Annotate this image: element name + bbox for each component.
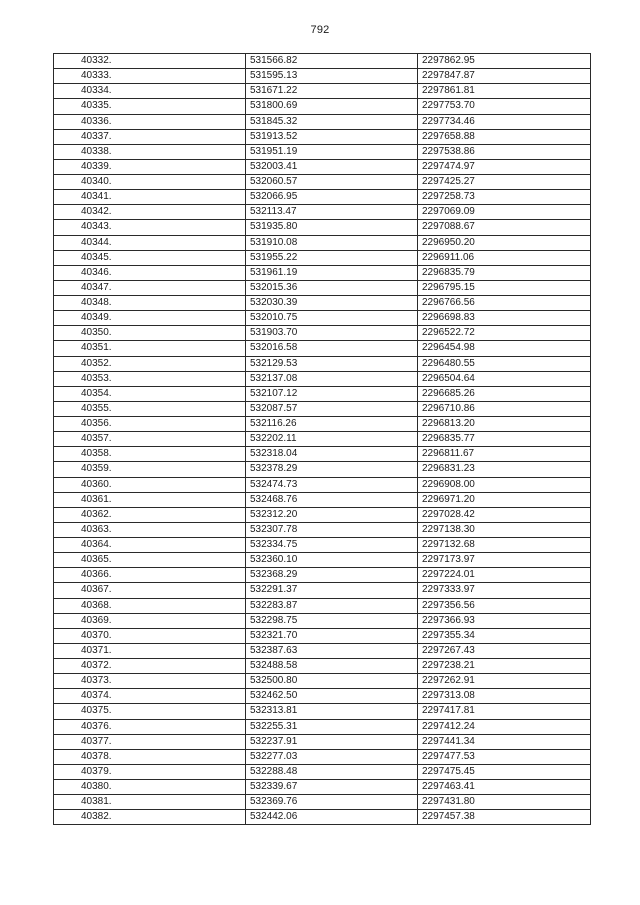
table-row bbox=[54, 704, 591, 719]
y-coordinate-cell: 2297355.34 bbox=[418, 628, 591, 643]
x-coordinate-cell: 532283.87 bbox=[246, 598, 418, 613]
table-row bbox=[54, 492, 591, 507]
point-number-cell: 40348. bbox=[54, 296, 246, 311]
point-number-cell: 40365. bbox=[54, 553, 246, 568]
y-coordinate-cell: 2296908.00 bbox=[418, 477, 591, 492]
table-row bbox=[54, 159, 591, 174]
point-number-cell: 40341. bbox=[54, 190, 246, 205]
point-number-cell: 40377. bbox=[54, 734, 246, 749]
x-coordinate-cell: 532360.10 bbox=[246, 553, 418, 568]
point-number-cell: 40375. bbox=[54, 704, 246, 719]
x-coordinate-cell: 531566.82 bbox=[246, 54, 418, 69]
point-number-cell: 40335. bbox=[54, 99, 246, 114]
x-coordinate-cell: 531671.22 bbox=[246, 84, 418, 99]
table-row bbox=[54, 371, 591, 386]
point-number-cell: 40353. bbox=[54, 371, 246, 386]
y-coordinate-cell: 2297538.86 bbox=[418, 144, 591, 159]
table-row bbox=[54, 54, 591, 69]
y-coordinate-cell: 2297224.01 bbox=[418, 568, 591, 583]
table-row bbox=[54, 175, 591, 190]
x-coordinate-cell: 532368.29 bbox=[246, 568, 418, 583]
table-row bbox=[54, 144, 591, 159]
x-coordinate-cell: 532298.75 bbox=[246, 613, 418, 628]
point-number-cell: 40346. bbox=[54, 265, 246, 280]
y-coordinate-cell: 2297132.68 bbox=[418, 538, 591, 553]
x-coordinate-cell: 532442.06 bbox=[246, 810, 418, 825]
y-coordinate-cell: 2296831.23 bbox=[418, 462, 591, 477]
x-coordinate-cell: 532003.41 bbox=[246, 159, 418, 174]
table-row bbox=[54, 568, 591, 583]
table-row bbox=[54, 326, 591, 341]
x-coordinate-cell: 532202.11 bbox=[246, 432, 418, 447]
y-coordinate-cell: 2297356.56 bbox=[418, 598, 591, 613]
x-coordinate-cell: 532010.75 bbox=[246, 311, 418, 326]
table-row bbox=[54, 205, 591, 220]
table-row bbox=[54, 810, 591, 825]
point-number-cell: 40363. bbox=[54, 522, 246, 537]
point-number-cell: 40354. bbox=[54, 386, 246, 401]
y-coordinate-cell: 2297847.87 bbox=[418, 69, 591, 84]
x-coordinate-cell: 532500.80 bbox=[246, 674, 418, 689]
table-row bbox=[54, 296, 591, 311]
y-coordinate-cell: 2296522.72 bbox=[418, 326, 591, 341]
x-coordinate-cell: 532116.26 bbox=[246, 417, 418, 432]
point-number-cell: 40376. bbox=[54, 719, 246, 734]
table-row bbox=[54, 99, 591, 114]
point-number-cell: 40334. bbox=[54, 84, 246, 99]
x-coordinate-cell: 532318.04 bbox=[246, 447, 418, 462]
point-number-cell: 40361. bbox=[54, 492, 246, 507]
table-row bbox=[54, 69, 591, 84]
table-row bbox=[54, 780, 591, 795]
page-number: 792 bbox=[310, 24, 330, 36]
point-number-cell: 40381. bbox=[54, 795, 246, 810]
y-coordinate-cell: 2296950.20 bbox=[418, 235, 591, 250]
x-coordinate-cell: 532016.58 bbox=[246, 341, 418, 356]
y-coordinate-cell: 2296795.15 bbox=[418, 280, 591, 295]
y-coordinate-cell: 2297366.93 bbox=[418, 613, 591, 628]
table-row bbox=[54, 583, 591, 598]
table-row bbox=[54, 462, 591, 477]
point-number-cell: 40382. bbox=[54, 810, 246, 825]
table-row bbox=[54, 432, 591, 447]
table-row bbox=[54, 401, 591, 416]
x-coordinate-cell: 532113.47 bbox=[246, 205, 418, 220]
point-number-cell: 40332. bbox=[54, 54, 246, 69]
y-coordinate-cell: 2297425.27 bbox=[418, 175, 591, 190]
point-number-cell: 40357. bbox=[54, 432, 246, 447]
x-coordinate-cell: 531845.32 bbox=[246, 114, 418, 129]
table-row bbox=[54, 356, 591, 371]
y-coordinate-cell: 2296971.20 bbox=[418, 492, 591, 507]
y-coordinate-cell: 2297333.97 bbox=[418, 583, 591, 598]
table-row bbox=[54, 341, 591, 356]
x-coordinate-cell: 532474.73 bbox=[246, 477, 418, 492]
y-coordinate-cell: 2297028.42 bbox=[418, 507, 591, 522]
table-row bbox=[54, 719, 591, 734]
y-coordinate-cell: 2297267.43 bbox=[418, 643, 591, 658]
point-number-cell: 40338. bbox=[54, 144, 246, 159]
point-number-cell: 40349. bbox=[54, 311, 246, 326]
point-number-cell: 40374. bbox=[54, 689, 246, 704]
point-number-cell: 40367. bbox=[54, 583, 246, 598]
x-coordinate-cell: 532307.78 bbox=[246, 522, 418, 537]
point-number-cell: 40345. bbox=[54, 250, 246, 265]
point-number-cell: 40369. bbox=[54, 613, 246, 628]
y-coordinate-cell: 2297431.80 bbox=[418, 795, 591, 810]
table-row bbox=[54, 538, 591, 553]
x-coordinate-cell: 532488.58 bbox=[246, 659, 418, 674]
table-row bbox=[54, 220, 591, 235]
y-coordinate-cell: 2296835.77 bbox=[418, 432, 591, 447]
point-number-cell: 40344. bbox=[54, 235, 246, 250]
x-coordinate-cell: 532369.76 bbox=[246, 795, 418, 810]
point-number-cell: 40368. bbox=[54, 598, 246, 613]
y-coordinate-cell: 2296685.26 bbox=[418, 386, 591, 401]
table-row bbox=[54, 643, 591, 658]
y-coordinate-cell: 2296911.06 bbox=[418, 250, 591, 265]
table-row bbox=[54, 311, 591, 326]
table-row bbox=[54, 386, 591, 401]
point-number-cell: 40339. bbox=[54, 159, 246, 174]
point-number-cell: 40356. bbox=[54, 417, 246, 432]
y-coordinate-cell: 2297238.21 bbox=[418, 659, 591, 674]
point-number-cell: 40359. bbox=[54, 462, 246, 477]
table-row bbox=[54, 795, 591, 810]
y-coordinate-cell: 2297477.53 bbox=[418, 749, 591, 764]
y-coordinate-cell: 2297262.91 bbox=[418, 674, 591, 689]
y-coordinate-cell: 2297417.81 bbox=[418, 704, 591, 719]
x-coordinate-cell: 532237.91 bbox=[246, 734, 418, 749]
x-coordinate-cell: 531903.70 bbox=[246, 326, 418, 341]
point-number-cell: 40362. bbox=[54, 507, 246, 522]
x-coordinate-cell: 532255.31 bbox=[246, 719, 418, 734]
y-coordinate-cell: 2296504.64 bbox=[418, 371, 591, 386]
point-number-cell: 40351. bbox=[54, 341, 246, 356]
y-coordinate-cell: 2297457.38 bbox=[418, 810, 591, 825]
y-coordinate-cell: 2296454.98 bbox=[418, 341, 591, 356]
point-number-cell: 40347. bbox=[54, 280, 246, 295]
point-number-cell: 40372. bbox=[54, 659, 246, 674]
y-coordinate-cell: 2297441.34 bbox=[418, 734, 591, 749]
x-coordinate-cell: 532313.81 bbox=[246, 704, 418, 719]
y-coordinate-cell: 2297475.45 bbox=[418, 764, 591, 779]
x-coordinate-cell: 532378.29 bbox=[246, 462, 418, 477]
table-row bbox=[54, 613, 591, 628]
x-coordinate-cell: 532066.95 bbox=[246, 190, 418, 205]
point-number-cell: 40343. bbox=[54, 220, 246, 235]
x-coordinate-cell: 531935.80 bbox=[246, 220, 418, 235]
table-row bbox=[54, 659, 591, 674]
x-coordinate-cell: 532387.63 bbox=[246, 643, 418, 658]
x-coordinate-cell: 532137.08 bbox=[246, 371, 418, 386]
x-coordinate-cell: 531595.13 bbox=[246, 69, 418, 84]
table-row bbox=[54, 114, 591, 129]
y-coordinate-cell: 2296766.56 bbox=[418, 296, 591, 311]
point-number-cell: 40378. bbox=[54, 749, 246, 764]
y-coordinate-cell: 2297753.70 bbox=[418, 99, 591, 114]
y-coordinate-cell: 2297069.09 bbox=[418, 205, 591, 220]
table-row bbox=[54, 84, 591, 99]
point-number-cell: 40373. bbox=[54, 674, 246, 689]
x-coordinate-cell: 532087.57 bbox=[246, 401, 418, 416]
y-coordinate-cell: 2297463.41 bbox=[418, 780, 591, 795]
y-coordinate-cell: 2296811.67 bbox=[418, 447, 591, 462]
x-coordinate-cell: 532291.37 bbox=[246, 583, 418, 598]
table-row bbox=[54, 749, 591, 764]
table-row bbox=[54, 190, 591, 205]
point-number-cell: 40336. bbox=[54, 114, 246, 129]
x-coordinate-cell: 532468.76 bbox=[246, 492, 418, 507]
table-row bbox=[54, 689, 591, 704]
point-number-cell: 40337. bbox=[54, 129, 246, 144]
table-row bbox=[54, 417, 591, 432]
x-coordinate-cell: 531955.22 bbox=[246, 250, 418, 265]
x-coordinate-cell: 532321.70 bbox=[246, 628, 418, 643]
x-coordinate-cell: 532288.48 bbox=[246, 764, 418, 779]
y-coordinate-cell: 2297861.81 bbox=[418, 84, 591, 99]
table-row bbox=[54, 265, 591, 280]
x-coordinate-cell: 532107.12 bbox=[246, 386, 418, 401]
x-coordinate-cell: 532312.20 bbox=[246, 507, 418, 522]
table-row bbox=[54, 598, 591, 613]
point-number-cell: 40342. bbox=[54, 205, 246, 220]
table-row bbox=[54, 477, 591, 492]
point-number-cell: 40352. bbox=[54, 356, 246, 371]
x-coordinate-cell: 531913.52 bbox=[246, 129, 418, 144]
point-number-cell: 40360. bbox=[54, 477, 246, 492]
x-coordinate-cell: 532060.57 bbox=[246, 175, 418, 190]
y-coordinate-cell: 2297138.30 bbox=[418, 522, 591, 537]
x-coordinate-cell: 531951.19 bbox=[246, 144, 418, 159]
x-coordinate-cell: 532030.39 bbox=[246, 296, 418, 311]
y-coordinate-cell: 2297088.67 bbox=[418, 220, 591, 235]
x-coordinate-cell: 531961.19 bbox=[246, 265, 418, 280]
table-row bbox=[54, 553, 591, 568]
table-row bbox=[54, 507, 591, 522]
table-row bbox=[54, 674, 591, 689]
table-row bbox=[54, 628, 591, 643]
x-coordinate-cell: 532277.03 bbox=[246, 749, 418, 764]
y-coordinate-cell: 2297734.46 bbox=[418, 114, 591, 129]
x-coordinate-cell: 531910.08 bbox=[246, 235, 418, 250]
table-row bbox=[54, 764, 591, 779]
coordinates-table-body bbox=[54, 54, 591, 825]
point-number-cell: 40370. bbox=[54, 628, 246, 643]
table-row bbox=[54, 522, 591, 537]
x-coordinate-cell: 531800.69 bbox=[246, 99, 418, 114]
point-number-cell: 40380. bbox=[54, 780, 246, 795]
x-coordinate-cell: 532334.75 bbox=[246, 538, 418, 553]
y-coordinate-cell: 2297474.97 bbox=[418, 159, 591, 174]
y-coordinate-cell: 2296480.55 bbox=[418, 356, 591, 371]
y-coordinate-cell: 2296698.83 bbox=[418, 311, 591, 326]
point-number-cell: 40350. bbox=[54, 326, 246, 341]
point-number-cell: 40355. bbox=[54, 401, 246, 416]
point-number-cell: 40379. bbox=[54, 764, 246, 779]
table-row bbox=[54, 447, 591, 462]
y-coordinate-cell: 2297313.08 bbox=[418, 689, 591, 704]
point-number-cell: 40366. bbox=[54, 568, 246, 583]
x-coordinate-cell: 532129.53 bbox=[246, 356, 418, 371]
y-coordinate-cell: 2297258.73 bbox=[418, 190, 591, 205]
table-row bbox=[54, 235, 591, 250]
point-number-cell: 40340. bbox=[54, 175, 246, 190]
table-row bbox=[54, 280, 591, 295]
point-number-cell: 40371. bbox=[54, 643, 246, 658]
point-number-cell: 40364. bbox=[54, 538, 246, 553]
y-coordinate-cell: 2296813.20 bbox=[418, 417, 591, 432]
x-coordinate-cell: 532462.50 bbox=[246, 689, 418, 704]
table-row bbox=[54, 129, 591, 144]
y-coordinate-cell: 2297862.95 bbox=[418, 54, 591, 69]
coordinates-table bbox=[53, 53, 591, 825]
table-row bbox=[54, 250, 591, 265]
x-coordinate-cell: 532339.67 bbox=[246, 780, 418, 795]
y-coordinate-cell: 2296835.79 bbox=[418, 265, 591, 280]
point-number-cell: 40358. bbox=[54, 447, 246, 462]
y-coordinate-cell: 2296710.86 bbox=[418, 401, 591, 416]
y-coordinate-cell: 2297173.97 bbox=[418, 553, 591, 568]
x-coordinate-cell: 532015.36 bbox=[246, 280, 418, 295]
table-row bbox=[54, 734, 591, 749]
y-coordinate-cell: 2297658.88 bbox=[418, 129, 591, 144]
y-coordinate-cell: 2297412.24 bbox=[418, 719, 591, 734]
point-number-cell: 40333. bbox=[54, 69, 246, 84]
